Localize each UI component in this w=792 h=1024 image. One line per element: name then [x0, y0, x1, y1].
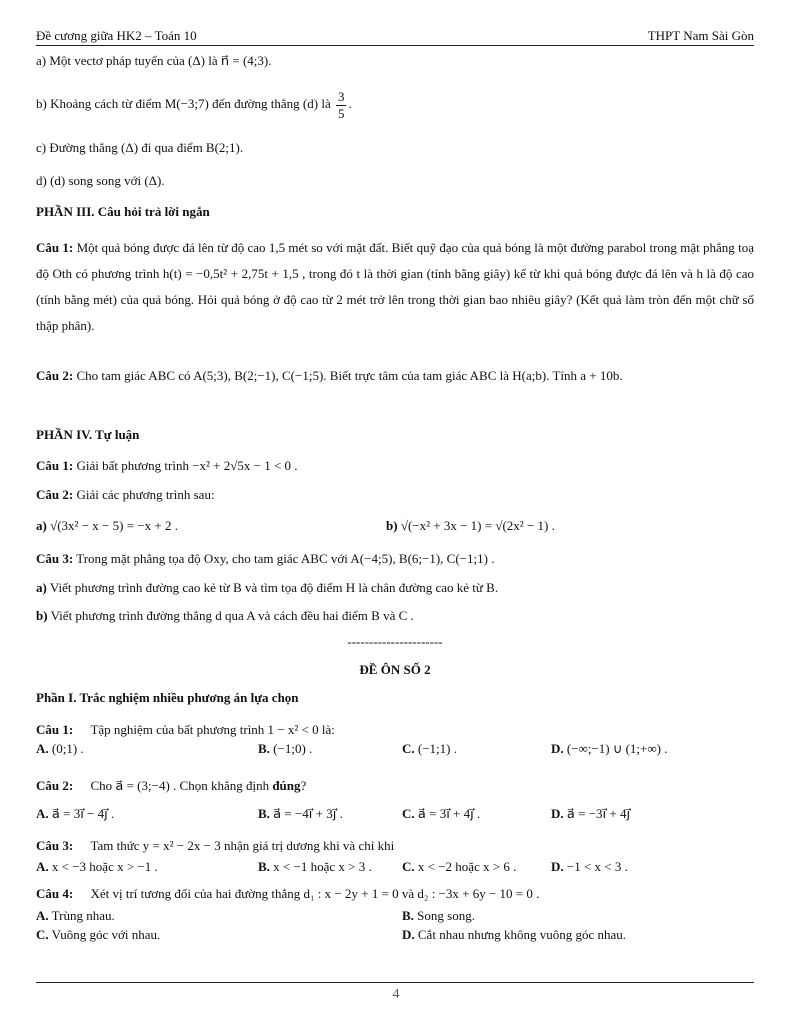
question-label: Câu 1:: [36, 458, 74, 473]
part4-question-3a: [36, 580, 498, 596]
q2-option-b: [258, 806, 343, 822]
option-text: (−1;0) .: [273, 741, 313, 756]
part1-title: Phần I. Trắc nghiệm nhiều phương án lựa chọn: [36, 690, 299, 705]
part2-item-a: a) Một vectơ pháp tuyến của (Δ) là n⃗ = (4;3).: [36, 53, 272, 68]
part2-item-b-text: b) Khoảng cách từ điểm M(−3;7) đến đường thẳng (d) là: [36, 96, 331, 111]
question-label: Câu 2:: [36, 778, 74, 793]
option-label: D.: [551, 741, 564, 756]
question-suffix: ?: [300, 778, 307, 793]
question-label: Câu 1:: [36, 240, 74, 255]
part3-title: PHẦN III. Câu hỏi trả lời ngắn: [36, 204, 210, 219]
option-label: D.: [402, 927, 415, 942]
question-label: Câu 2:: [36, 368, 74, 383]
question-label: Câu 3:: [36, 838, 74, 853]
option-label: C.: [402, 806, 415, 821]
part3-question-1: [36, 235, 754, 339]
option-text: (−1;1) .: [417, 741, 457, 756]
q3-option-b: [258, 859, 372, 875]
mc-question-1: [36, 722, 335, 738]
q4-option-c: [36, 927, 160, 943]
part4-question-2a: [36, 518, 178, 534]
question-label: Câu 2:: [36, 487, 74, 502]
question-text: Cho a⃗ = (3;−4) . Chọn khẳng định: [90, 778, 273, 793]
part4-question-3b: [36, 608, 414, 624]
item-label: b): [386, 518, 398, 533]
part3-question-2: [36, 363, 754, 389]
part4-title: PHẦN IV. Tự luận: [36, 427, 140, 442]
option-label: A.: [36, 859, 49, 874]
q4-option-a: [36, 908, 115, 924]
distance-fraction: [336, 89, 347, 122]
separator: ----------------------: [347, 634, 443, 649]
option-text: Trùng nhau.: [51, 908, 115, 923]
option-text: Vuông góc với nhau.: [51, 927, 161, 942]
q1-option-c: [402, 741, 457, 757]
q3-option-c: [402, 859, 516, 875]
option-label: B.: [402, 908, 414, 923]
question-label: Câu 3:: [36, 551, 74, 566]
option-label: A.: [36, 806, 49, 821]
question-text: Xét vị trí tương đối của hai đường thẳng d₁ : x − 2y + 1 = 0 và d₂ : −3x + 6y − 10 = 0 .: [90, 886, 540, 901]
option-text: x < −3 hoặc x > −1 .: [51, 859, 158, 874]
option-label: B.: [258, 859, 270, 874]
part2-item-d: d) (d) song song với (Δ).: [36, 173, 165, 188]
q2-option-d: [551, 806, 630, 822]
option-text: (−∞;−1) ∪ (1;+∞) .: [566, 741, 668, 756]
option-text: (0;1) .: [51, 741, 84, 756]
question-text: Cho tam giác ABC có A(5;3), B(2;−1), C(−1;5). Biết trực tâm của tam giác ABC là H(a;b). Tính a + 10b.: [76, 368, 623, 383]
question-text: Tam thức y = x² − 2x − 3 nhận giá trị dương khi và chỉ khi: [90, 838, 395, 853]
question-text: Tập nghiệm của bất phương trình 1 − x² < 0 là:: [90, 722, 335, 737]
q2-option-a: [36, 806, 114, 822]
option-text: Cắt nhau nhưng không vuông góc nhau.: [417, 927, 627, 942]
part2-item-c: c) Đường thẳng (Δ) đi qua điểm B(2;1).: [36, 140, 244, 155]
header-right: THPT Nam Sài Gòn: [647, 28, 754, 43]
footer-divider: [36, 982, 754, 983]
q1-option-d: [551, 741, 667, 757]
question-label: Câu 4:: [36, 886, 74, 901]
option-text: −1 < x < 3 .: [566, 859, 628, 874]
item-text: Viết phương trình đường thẳng d qua A và cách đều hai điểm B và C .: [50, 608, 414, 623]
question-text: Giải các phương trình sau:: [76, 487, 215, 502]
q3-option-d: [551, 859, 628, 875]
option-label: B.: [258, 741, 270, 756]
part4-question-2b: [386, 518, 555, 534]
option-text: a⃗ = 3i⃗ + 4j⃗ .: [417, 806, 481, 821]
q4-option-d: [402, 927, 626, 943]
mc-question-3: [36, 838, 394, 854]
item-label: a): [36, 580, 47, 595]
option-label: A.: [36, 908, 49, 923]
part4-question-3: [36, 551, 494, 567]
mc-question-2: [36, 778, 306, 794]
page-number: 4: [392, 987, 400, 1002]
option-text: a⃗ = 3i⃗ − 4j⃗ .: [51, 806, 115, 821]
option-label: D.: [551, 859, 564, 874]
option-label: D.: [551, 806, 564, 821]
option-text: Song song.: [417, 908, 475, 923]
equation-a: √(3x² − x − 5) = −x + 2 .: [50, 518, 178, 533]
option-text: a⃗ = −3i⃗ + 4j⃗: [566, 806, 631, 821]
part4-question-2: [36, 487, 215, 503]
option-text: x < −1 hoặc x > 3 .: [273, 859, 372, 874]
mc-question-4: [36, 886, 539, 902]
option-label: B.: [258, 806, 270, 821]
option-text: a⃗ = −4i⃗ + 3j⃗ .: [273, 806, 343, 821]
header-left: Đề cương giữa HK2 – Toán 10: [36, 28, 197, 43]
question-emphasis: đúng: [272, 778, 301, 793]
q3-option-a: [36, 859, 158, 875]
equation-b: √(−x² + 3x − 1) = √(2x² − 1) .: [400, 518, 555, 533]
part4-question-1: [36, 458, 298, 474]
fraction-denominator: 5: [337, 105, 345, 121]
section-title: ĐỀ ÔN SỐ 2: [359, 662, 431, 677]
q2-option-c: [402, 806, 480, 822]
question-label: Câu 1:: [36, 722, 74, 737]
item-label: a): [36, 518, 47, 533]
q1-option-b: [258, 741, 312, 757]
option-label: C.: [402, 741, 415, 756]
question-text: Trong mặt phẳng tọa độ Oxy, cho tam giác ABC với A(−4;5), B(6;−1), C(−1;1) .: [76, 551, 495, 566]
page-header: [36, 27, 754, 46]
option-label: C.: [402, 859, 415, 874]
item-label: b): [36, 608, 48, 623]
fraction-numerator: 3: [337, 88, 345, 104]
part2-item-b: b) Khoảng cách từ điểm M(−3;7) đến đường thẳng (d) là $\frac{3}{5}$ .: [36, 88, 352, 121]
question-text: Giải bất phương trình −x² + 2√5x − 1 < 0 .: [76, 458, 298, 473]
option-label: C.: [36, 927, 49, 942]
q1-option-a: [36, 741, 84, 757]
q4-option-b: [402, 908, 475, 924]
option-label: A.: [36, 741, 49, 756]
item-text: Viết phương trình đường cao kẻ từ B và tìm tọa độ điểm H là chân đường cao kẻ từ B.: [49, 580, 499, 595]
question-text: Một quả bóng được đá lên từ độ cao 1,5 mét so với mặt đất. Biết quỹ đạo của quả bóng là một đường parabol trong mặt phẳng toạ độ Oth có phương trình h(t) = −0,5t² + 2,75t + 1,5 , trong đó t là thời gian (tính bằng giây) kể từ khi quả bóng được đá lên và h là độ cao (tính bằng mét) của quả bóng. Hỏi quả bóng ở độ cao từ 2 mét trở lên trong thời gian bao nhiêu giây? (Kết quả làm tròn đến một chữ số thập phân).: [36, 240, 755, 333]
option-text: x < −2 hoặc x > 6 .: [417, 859, 517, 874]
